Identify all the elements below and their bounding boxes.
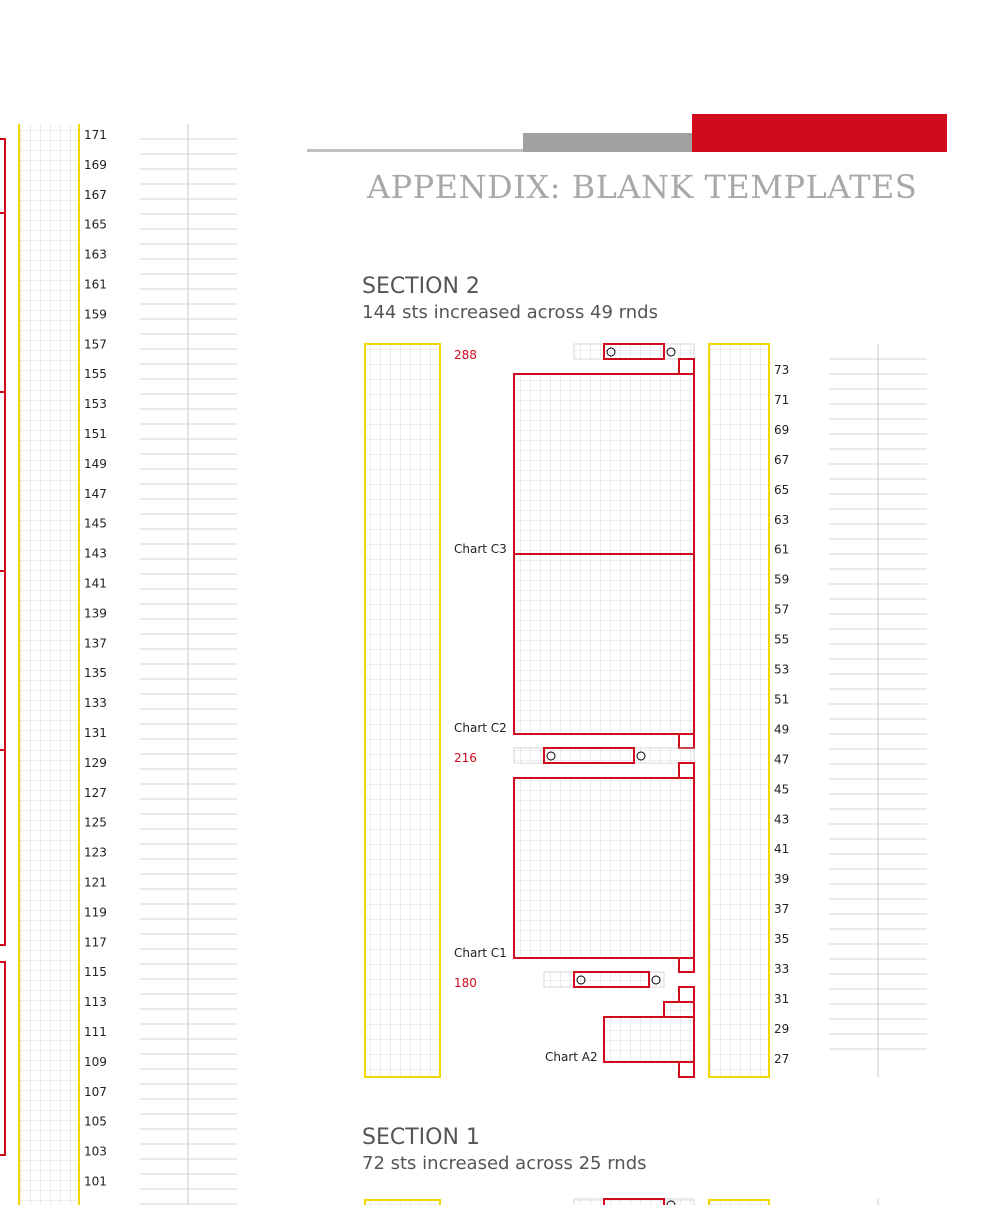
row-number: 47 bbox=[774, 752, 790, 767]
row-number: 145 bbox=[84, 516, 107, 531]
row-number: 149 bbox=[84, 456, 107, 471]
row-number: 39 bbox=[774, 872, 790, 887]
marker-box bbox=[679, 359, 694, 374]
row-number: 107 bbox=[84, 1084, 107, 1099]
row-number: 29 bbox=[774, 1021, 790, 1036]
row-number: 61 bbox=[774, 542, 790, 557]
row-number: 165 bbox=[84, 217, 107, 232]
row-number: 171 bbox=[84, 128, 107, 142]
row-number: 41 bbox=[774, 842, 790, 857]
marker-box bbox=[679, 958, 694, 972]
row-number: 131 bbox=[84, 726, 107, 740]
row-number: 117 bbox=[84, 935, 107, 950]
row-number: 137 bbox=[84, 636, 107, 651]
row-number: 63 bbox=[774, 512, 790, 527]
row-number: 125 bbox=[84, 815, 107, 830]
row-number: 73 bbox=[774, 363, 790, 377]
row-number: 31 bbox=[774, 991, 790, 1006]
row-number: 127 bbox=[84, 785, 107, 800]
row-number: 59 bbox=[774, 572, 790, 587]
row-number: 67 bbox=[774, 452, 790, 467]
stitch-count-216: 216 bbox=[454, 751, 477, 765]
section2-note-lines bbox=[829, 344, 927, 1077]
row-number: 35 bbox=[774, 932, 790, 947]
section2-left-strip bbox=[365, 344, 440, 1077]
row-number: 153 bbox=[84, 397, 107, 412]
left-edge-red-4 bbox=[0, 571, 5, 750]
row-number: 51 bbox=[774, 692, 790, 707]
chart-label-c2: Chart C2 bbox=[454, 721, 507, 735]
stitch-count-288: 288 bbox=[454, 348, 477, 362]
row-number: 65 bbox=[774, 482, 790, 497]
row-number: 111 bbox=[84, 1025, 107, 1039]
increase-row-180 bbox=[544, 972, 664, 987]
row-number: 147 bbox=[84, 486, 107, 501]
chart-label-a2: Chart A2 bbox=[545, 1050, 598, 1064]
row-number: 45 bbox=[774, 782, 790, 797]
row-number: 101 bbox=[84, 1174, 107, 1189]
left-strip-row-numbers bbox=[84, 128, 107, 1189]
row-number: 43 bbox=[774, 812, 790, 827]
left-strip bbox=[0, 124, 237, 1205]
row-number: 113 bbox=[84, 995, 107, 1010]
left-edge-red-5 bbox=[0, 750, 5, 945]
marker-box bbox=[679, 763, 694, 778]
row-number: 103 bbox=[84, 1144, 107, 1159]
increase-row-216 bbox=[514, 748, 694, 763]
row-number: 139 bbox=[84, 606, 107, 621]
row-number: 49 bbox=[774, 722, 790, 737]
stitch-count-180: 180 bbox=[454, 976, 477, 990]
row-number: 27 bbox=[774, 1051, 790, 1066]
row-number: 69 bbox=[774, 422, 790, 437]
row-number: 135 bbox=[84, 666, 107, 681]
row-number: 141 bbox=[84, 576, 107, 591]
left-edge-red-2 bbox=[0, 213, 5, 392]
row-number: 159 bbox=[84, 307, 107, 322]
left-strip-grid bbox=[19, 124, 79, 1205]
row-number: 157 bbox=[84, 337, 107, 352]
row-number: 55 bbox=[774, 632, 790, 647]
left-edge-red-6 bbox=[0, 962, 5, 1155]
row-number: 151 bbox=[84, 427, 107, 441]
row-number: 115 bbox=[84, 965, 107, 980]
section2-row-numbers bbox=[774, 363, 789, 1066]
marker-box bbox=[679, 734, 694, 748]
row-number: 105 bbox=[84, 1114, 107, 1129]
row-number: 57 bbox=[774, 602, 790, 617]
marker-box bbox=[679, 987, 694, 1002]
chart-label-c3: Chart C3 bbox=[454, 542, 507, 556]
section2-charts bbox=[365, 344, 927, 1077]
section2-subtitle: 144 sts increased across 49 rnds bbox=[362, 302, 658, 323]
left-edge-red-3 bbox=[0, 392, 5, 571]
increase-row-288 bbox=[574, 344, 694, 359]
row-number: 53 bbox=[774, 662, 790, 677]
row-number: 119 bbox=[84, 905, 107, 920]
left-strip-note-lines bbox=[140, 124, 237, 1205]
row-number: 71 bbox=[774, 392, 790, 407]
row-number: 109 bbox=[84, 1054, 107, 1069]
chart-a2-grid bbox=[604, 1017, 694, 1062]
row-number: 133 bbox=[84, 696, 107, 711]
section1-subtitle: 72 sts increased across 25 rnds bbox=[362, 1153, 647, 1174]
row-number: 121 bbox=[84, 875, 107, 890]
row-number: 143 bbox=[84, 546, 107, 561]
row-number: 33 bbox=[774, 962, 790, 976]
row-number: 123 bbox=[84, 845, 107, 860]
row-number: 37 bbox=[774, 902, 790, 917]
row-number: 155 bbox=[84, 367, 107, 382]
row-number: 161 bbox=[84, 277, 107, 292]
section1-left-strip bbox=[365, 1200, 440, 1205]
section1-title: SECTION 1 bbox=[362, 1125, 480, 1150]
chart-c1-grid bbox=[514, 778, 694, 958]
row-number: 167 bbox=[84, 187, 107, 202]
row-number: 129 bbox=[84, 755, 107, 770]
chart-label-c1: Chart C1 bbox=[454, 946, 507, 960]
left-edge-red-1 bbox=[0, 139, 5, 213]
marker-box bbox=[679, 1062, 694, 1077]
row-number: 169 bbox=[84, 157, 107, 172]
section1-charts bbox=[365, 1199, 878, 1205]
section2-right-strip bbox=[709, 344, 769, 1077]
section2-title: SECTION 2 bbox=[362, 274, 480, 299]
row-number: 163 bbox=[84, 247, 107, 262]
chart-a2-step bbox=[664, 1002, 694, 1017]
page-title: APPENDIX: BLANK TEMPLATES bbox=[367, 168, 918, 206]
section1-right-strip bbox=[709, 1200, 769, 1205]
